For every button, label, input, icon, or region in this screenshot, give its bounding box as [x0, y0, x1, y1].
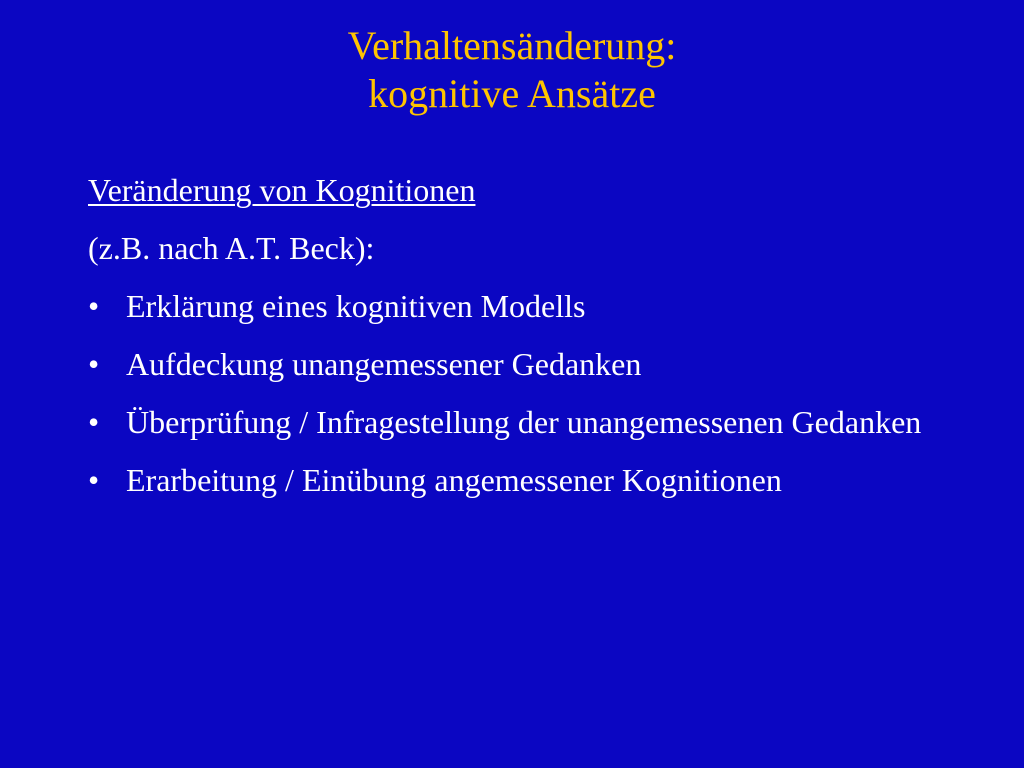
title-line-2: kognitive Ansätze	[368, 71, 656, 116]
bullet-list	[88, 288, 948, 498]
title-line-1: Verhaltensänderung:	[347, 23, 677, 68]
bullet-text: Erklärung eines kognitiven Modells	[126, 288, 586, 324]
bullet-icon: •	[88, 462, 100, 498]
bullet-text: Erarbeitung / Einübung angemessener Kognitionen	[126, 462, 782, 498]
section-subheading: (z.B. nach A.T. Beck):	[88, 230, 375, 266]
bullet-icon: •	[88, 404, 100, 440]
bullet-item	[88, 346, 948, 382]
bullet-item	[88, 462, 948, 498]
slide-content	[88, 172, 948, 520]
bullet-text: Überprüfung / Infragestellung der unangemessenen Gedanken	[126, 404, 922, 440]
slide-title	[0, 22, 1024, 118]
bullet-icon: •	[88, 346, 100, 382]
bullet-text: Aufdeckung unangemessener Gedanken	[126, 346, 642, 382]
bullet-icon: •	[88, 288, 100, 324]
bullet-item	[88, 404, 948, 440]
bullet-item	[88, 288, 948, 324]
section-heading: Veränderung von Kognitionen	[88, 172, 476, 208]
